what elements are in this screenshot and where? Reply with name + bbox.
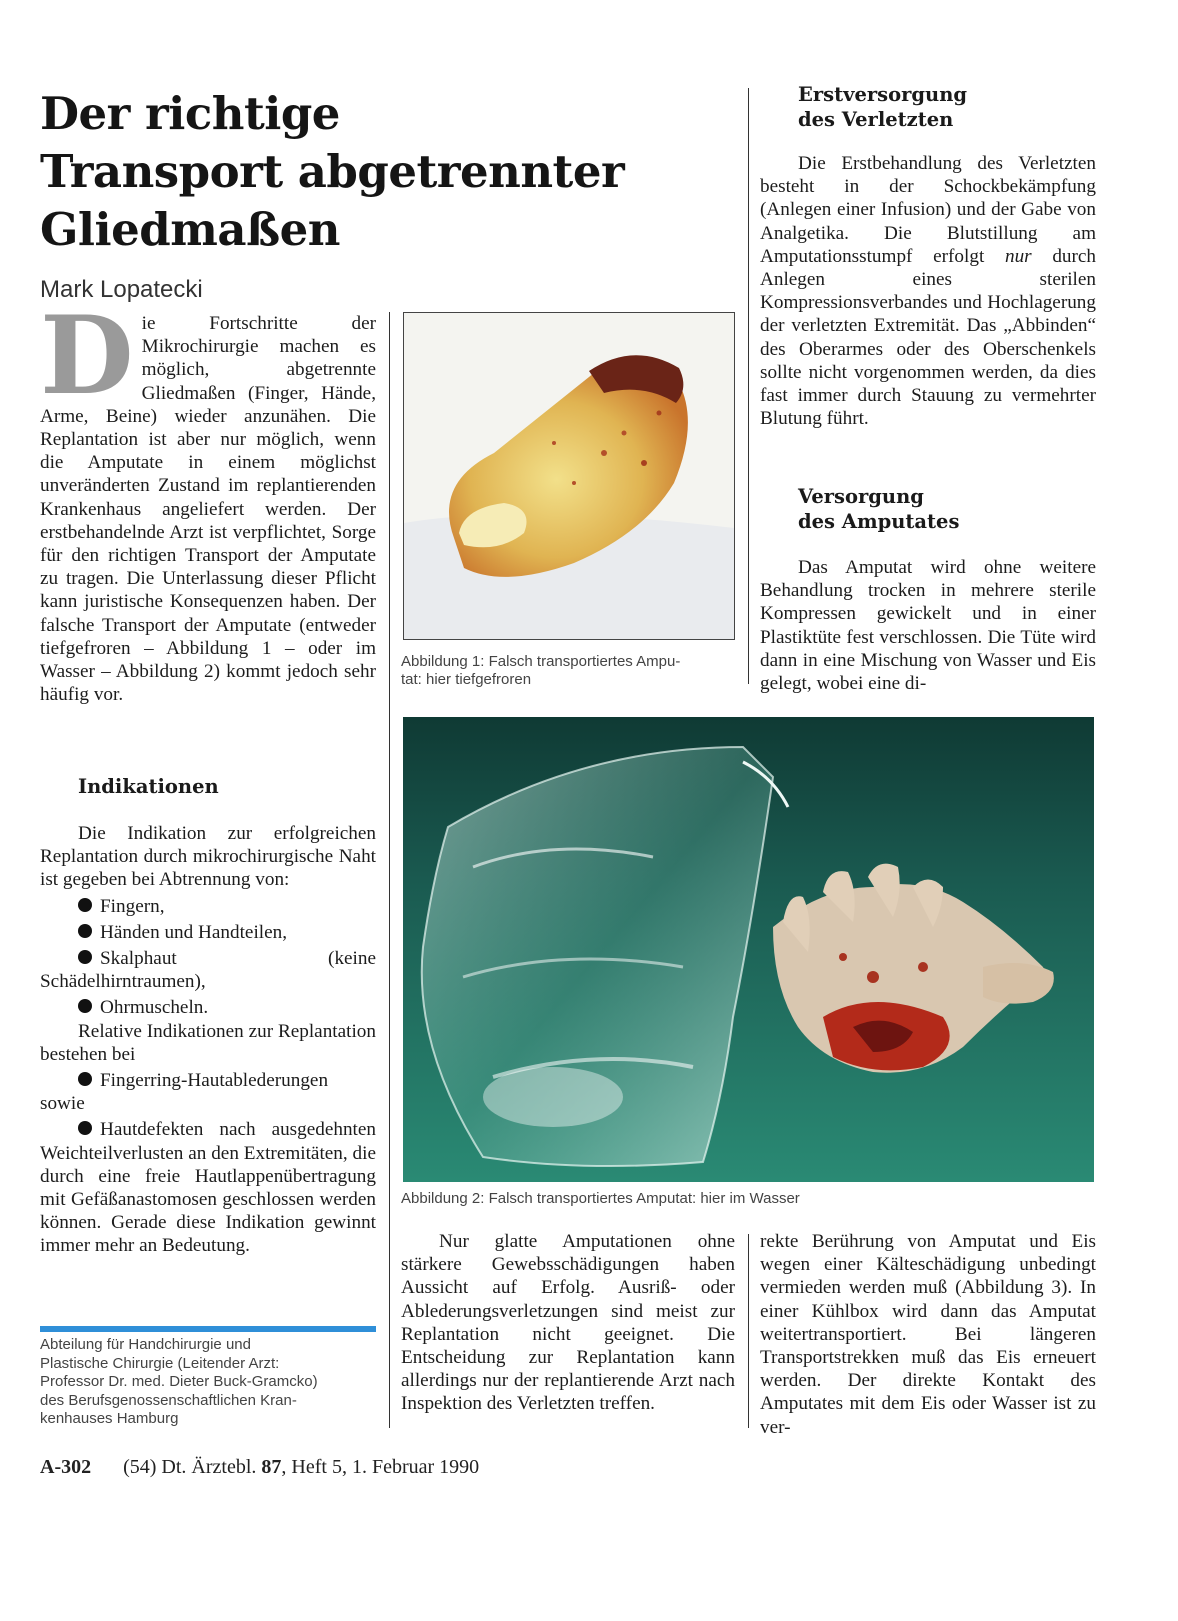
affiliation-line: Abteilung für Handchirurgie und	[40, 1336, 251, 1353]
figure1-image	[403, 312, 735, 640]
bullet-icon	[78, 950, 92, 964]
column-rule-right-bottom	[748, 1234, 749, 1428]
title-line: Gliedmaßen	[40, 203, 341, 256]
journal-citation: (54) Dt. Ärztebl.	[123, 1456, 257, 1478]
heading-line: des Amputates	[798, 510, 960, 533]
caption-line: Abbildung 1: Falsch transportiertes Ampu-	[401, 653, 681, 670]
heading-line: Erstversorgung	[798, 83, 968, 106]
affiliation-line: des Berufsgenossenschaftlichen Kran-	[40, 1391, 297, 1409]
list-item: Fingerring-Hautablederungen sowie	[40, 1070, 329, 1115]
indikationen-para1: Die Indikation zur erfolgreichen Replantation durch mikrochirurgische Naht ist gegeben bei Abtrennung von:	[40, 823, 376, 891]
drop-cap: D	[40, 293, 134, 419]
bullet-icon	[78, 898, 92, 912]
figure1-caption	[401, 653, 741, 689]
bottom-right-column	[760, 1230, 1096, 1439]
versorgung-body	[760, 556, 1096, 695]
list-item: Fingern,	[40, 895, 376, 918]
affiliation-footnote	[40, 1336, 380, 1429]
bottom-right-paragraph: rekte Berührung von Amputat und Eis wegen einer Kälteschädigung unbedingt vermieden werden muß (Abbildung 3). In einer Kühlbox wird dann das Amputat weitertransportiert. Bei längeren Transportstrekken muß das Eis erneuert werden. Der direkte Kontakt des Amputates mit dem Eis oder Wasser ist zu ver-	[760, 1231, 1096, 1438]
bullet-icon	[78, 999, 92, 1013]
frozen-finger-illustration	[404, 313, 734, 639]
affiliation-line: Professor Dr. med. Dieter Buck-Gramcko)	[40, 1373, 318, 1391]
list-item: Skalphaut (keine Schädelhirntraumen),	[40, 948, 376, 993]
heading-versorgung	[798, 484, 959, 534]
title-line: Transport abgetrennter	[40, 145, 625, 198]
intro-text: ie Fortschritte der Mikrochirurgie machen es möglich, abgetrennte Gliedmaßen (Finger, Hände, Arme, Beine) wieder anzunähen. Die Replantation ist aber nur möglich, wenn die Amputate in einem möglichst unveränderten Zustand im replantierenden Krankenhaus angeliefert werden. Der erstbehandelnde Arzt ist verpflichtet, Sorge für den richtigen Transport der Amputate zu tragen. Die Unterlassung dieser Pflicht kann juristische Konsequenzen haben. Der falsche Transport der Amputate (entweder tiefgefroren – Abbildung 1 – oder im Wasser – Abbildung 2) kommt jedoch sehr häufig vor.	[40, 313, 376, 706]
versorgung-paragraph: Das Amputat wird ohne weitere Behandlung trocken in mehrere sterile Kompressen gewickelt und in einer Plastiktüte fest verschlossen. Die Tüte wird dann in eine Mischung von Wasser und Eis gelegt, wobei eine di-	[760, 557, 1096, 695]
left-column	[40, 293, 376, 706]
heading-indikationen: Indikationen	[78, 775, 219, 798]
heading-line: des Verletzten	[798, 108, 954, 131]
journal-volume: 87	[261, 1456, 282, 1478]
article-title	[40, 85, 680, 259]
bullet-icon	[78, 1072, 92, 1086]
bullet-icon	[78, 1121, 92, 1135]
journal-issue: , Heft 5, 1. Februar 1990	[281, 1456, 480, 1478]
affiliation-line: kenhauses Hamburg	[40, 1410, 179, 1428]
heading-line: Versorgung	[798, 485, 924, 508]
page-number: A-302	[40, 1456, 92, 1478]
figure2-caption: Abbildung 2: Falsch transportiertes Amputat: hier im Wasser	[401, 1190, 800, 1207]
affiliation-line: Plastische Chirurgie (Leitender Arzt:	[40, 1354, 280, 1372]
page-footer	[40, 1456, 479, 1479]
list-item: Ohrmuscheln.	[40, 996, 376, 1019]
figure2-image	[403, 717, 1094, 1182]
list-item: Hautdefekten nach ausgedehnten Weichteilverlusten an den Extremitäten, die durch eine freie Hautlappenübertragung mit Gefäßanastomosen geschlossen werden können. Gerade diese Indikation gewinnt immer mehr an Bedeutung.	[40, 1119, 376, 1257]
list-item: Händen und Handteilen,	[40, 921, 376, 944]
author-name: Mark Lopatecki	[40, 276, 203, 303]
caption-line: tat: hier tiefgefroren	[401, 671, 532, 688]
hand-in-bag-illustration	[403, 717, 1094, 1182]
bullet-icon	[78, 924, 92, 938]
accent-bar	[40, 1326, 376, 1332]
heading-erstversorgung	[798, 82, 967, 132]
indikationen-para2: Relative Indikationen zur Replantation bestehen bei	[40, 1020, 376, 1065]
title-line: Der richtige	[40, 87, 340, 140]
intro-paragraph	[40, 293, 376, 706]
column-rule-left	[389, 312, 390, 1428]
bottom-middle-column	[401, 1230, 735, 1416]
erstversorgung-body	[760, 152, 1096, 430]
indikationen-body	[40, 822, 376, 1258]
erstversorgung-paragraph: Die Erstbehandlung des Verletzten besteht in der Schockbekämpfung (Anlegen einer Infusion) und der Gabe von Analgetika. Die Blutstillung am Amputationsstumpf erfolgt nur durch Anlegen eines sterilen Kompressionsverbandes und Hochlagerung der verletzten Extremität. Das „Abbinden“ des Oberarmes oder des Oberschenkels sollte nicht vorgenommen werden, da dies fast immer durch Stauung zu vermehrter Blutung führt.	[760, 153, 1097, 430]
bottom-middle-paragraph: Nur glatte Amputationen ohne stärkere Gewebsschädigungen haben Aussicht auf Erfolg. Ausriß- oder Ablederungsverletzungen sind meist zur Replantation nicht geeignet. Die Entscheidung zur Replantation kann allerdings nur der replantierende Arzt nach Inspektion des Verletzten treffen.	[401, 1231, 735, 1415]
column-rule-right-top	[748, 88, 749, 684]
